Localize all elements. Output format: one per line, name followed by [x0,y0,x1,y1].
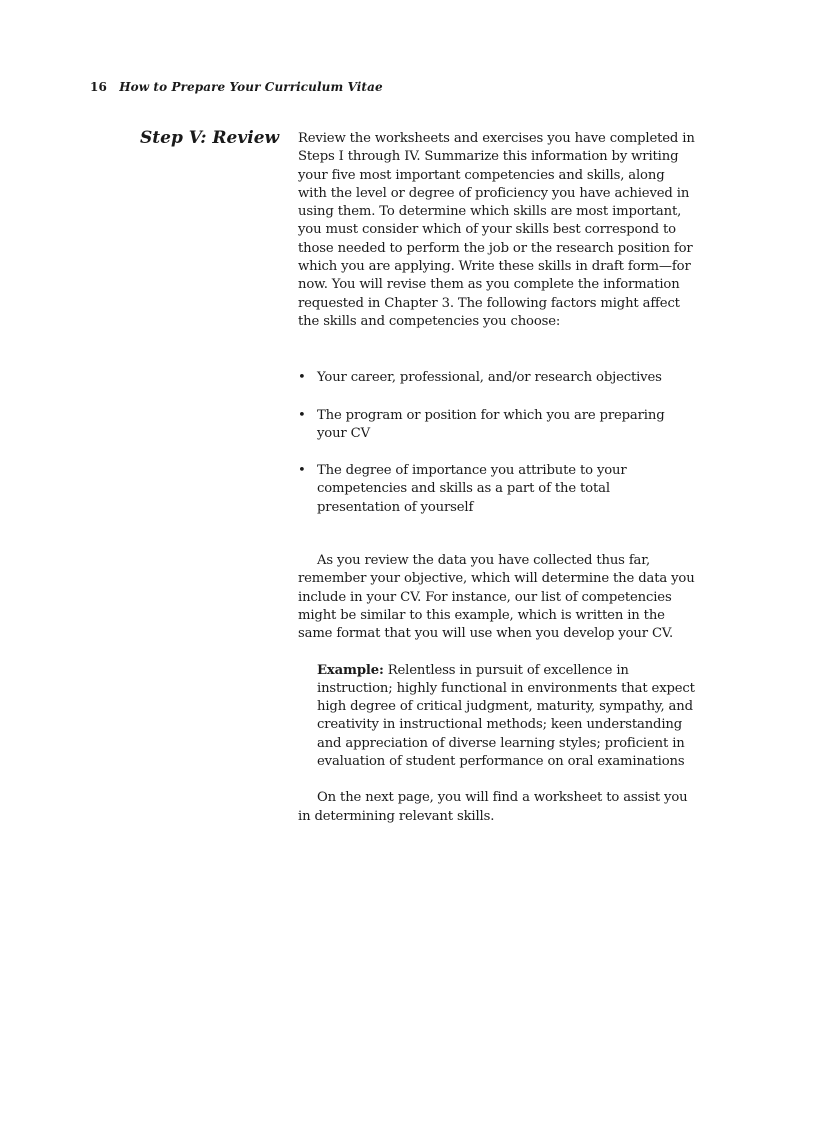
body-column [298,130,696,826]
running-head [90,80,383,94]
closing-paragraph: On the next page, you will find a worksheet to assist you in determining relevant skills. [298,790,688,824]
example-block [317,662,696,772]
example-text: Relentless in pursuit of excellence in instruction; highly functional in environments that expect high degree of critical judgment, maturity, sympathy, and creativity in instructional methods; keen understanding and appreciation of diverse learning styles; proficient in evaluation of student performance on oral examinations [317,662,695,770]
bullet-marker: • [298,407,306,423]
list-item [298,407,696,444]
list-item [298,462,696,517]
book-title: How to Prepare Your Curriculum Vitae [119,80,383,94]
review-paragraph: As you review the data you have collected thus far, remember your objective, which will determine the data you include in your CV. For instance, our list of competencies might be similar to this example, which is written in the same format that you will use when you develop your CV. [298,553,695,642]
list-item [298,369,696,387]
example-label: Example: [317,662,384,678]
page-number: 16 [90,80,107,94]
list-item-text: The degree of importance you attribute to your competencies and skills as a part of the total presentation of yourself [317,463,627,515]
list-item-text: The program or position for which you are preparing your CV [317,407,665,441]
section-heading: Step V: Review [140,128,280,148]
intro-paragraph: Review the worksheets and exercises you have completed in Steps I through IV. Summarize this information by writing your five most important competencies and skills, along with the level or degree of proficiency you have achieved in using them. To determine which skills are most important, you must consider which of your skills best correspond to those needed to perform the job or the research position for which you are applying. Write these skills in draft form—for now. You will revise them as you complete the information requested in Chapter 3. The following factors might affect the skills and competencies you choose: [298,131,695,329]
bullet-marker: • [298,463,306,479]
bullet-marker: • [298,370,306,386]
factor-list [298,369,696,517]
list-item-text: Your career, professional, and/or research objectives [317,370,662,386]
